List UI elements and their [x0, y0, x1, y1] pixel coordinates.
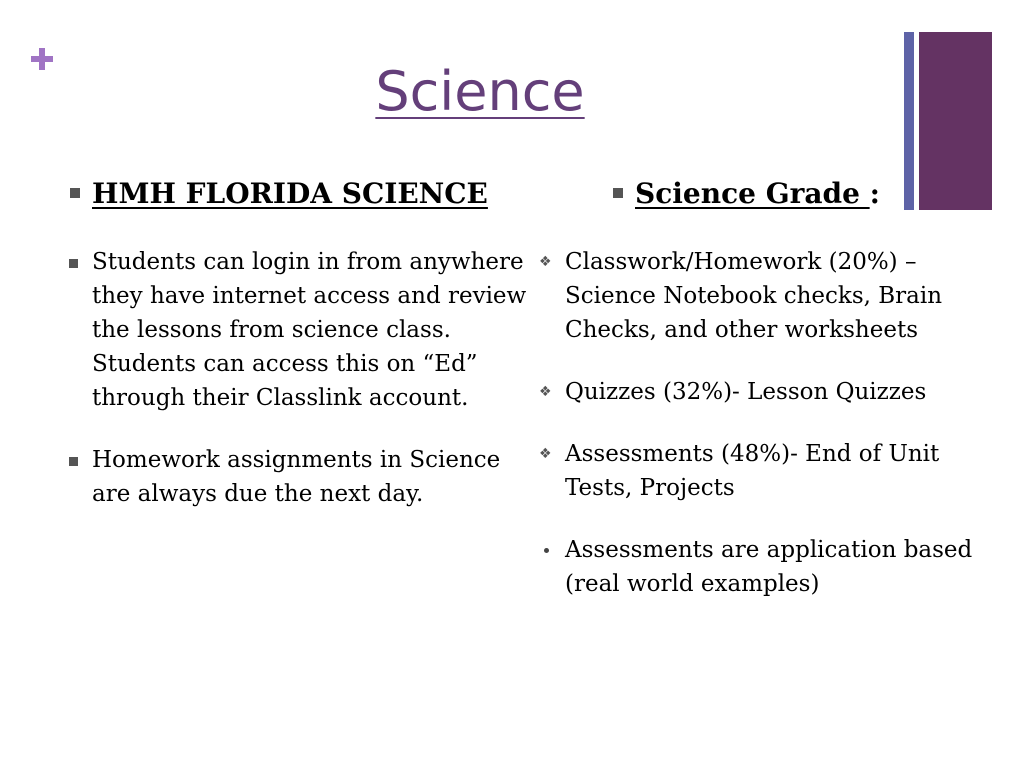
diamond-bullet-icon: ❖	[539, 254, 552, 270]
square-bullet-icon	[613, 188, 623, 198]
square-bullet-icon	[69, 259, 78, 268]
list-item-text: Assessments (48%)- End of Unit Tests, Projects	[565, 441, 940, 501]
right-column-heading	[613, 175, 880, 213]
accent-bar-thick	[919, 32, 992, 210]
slide-title: Science	[375, 60, 585, 123]
list-item	[66, 245, 536, 415]
list-item-text: Quizzes (32%)- Lesson Quizzes	[565, 379, 927, 405]
square-bullet-icon	[70, 188, 80, 198]
plus-icon	[27, 44, 57, 74]
list-item	[539, 437, 989, 505]
accent-bar-thin	[904, 32, 914, 210]
list-item-text: Homework assignments in Science are always due the next day.	[92, 447, 501, 507]
list-item-text: Classwork/Homework (20%) – Science Notebook checks, Brain Checks, and other worksheets	[565, 249, 943, 343]
right-heading-colon: :	[869, 177, 880, 210]
right-heading-text: Science Grade	[635, 177, 870, 210]
list-item	[66, 443, 536, 511]
list-item	[539, 245, 989, 347]
list-item-text: Assessments are application based (real world examples)	[565, 537, 973, 597]
left-heading-text: HMH FLORIDA SCIENCE	[92, 177, 488, 210]
left-column-heading	[70, 175, 488, 213]
list-item-text: Students can login in from anywhere they have internet access and review the lessons from science class. Students can access this on “Ed” through their Classlink account.	[92, 249, 527, 411]
square-bullet-icon	[69, 457, 78, 466]
right-bullet-list	[539, 245, 989, 629]
diamond-bullet-icon: ❖	[539, 446, 552, 462]
list-item	[539, 533, 989, 601]
list-item	[539, 375, 989, 409]
left-bullet-list	[66, 245, 536, 539]
diamond-bullet-icon: ❖	[539, 384, 552, 400]
dot-bullet-icon	[544, 548, 549, 553]
